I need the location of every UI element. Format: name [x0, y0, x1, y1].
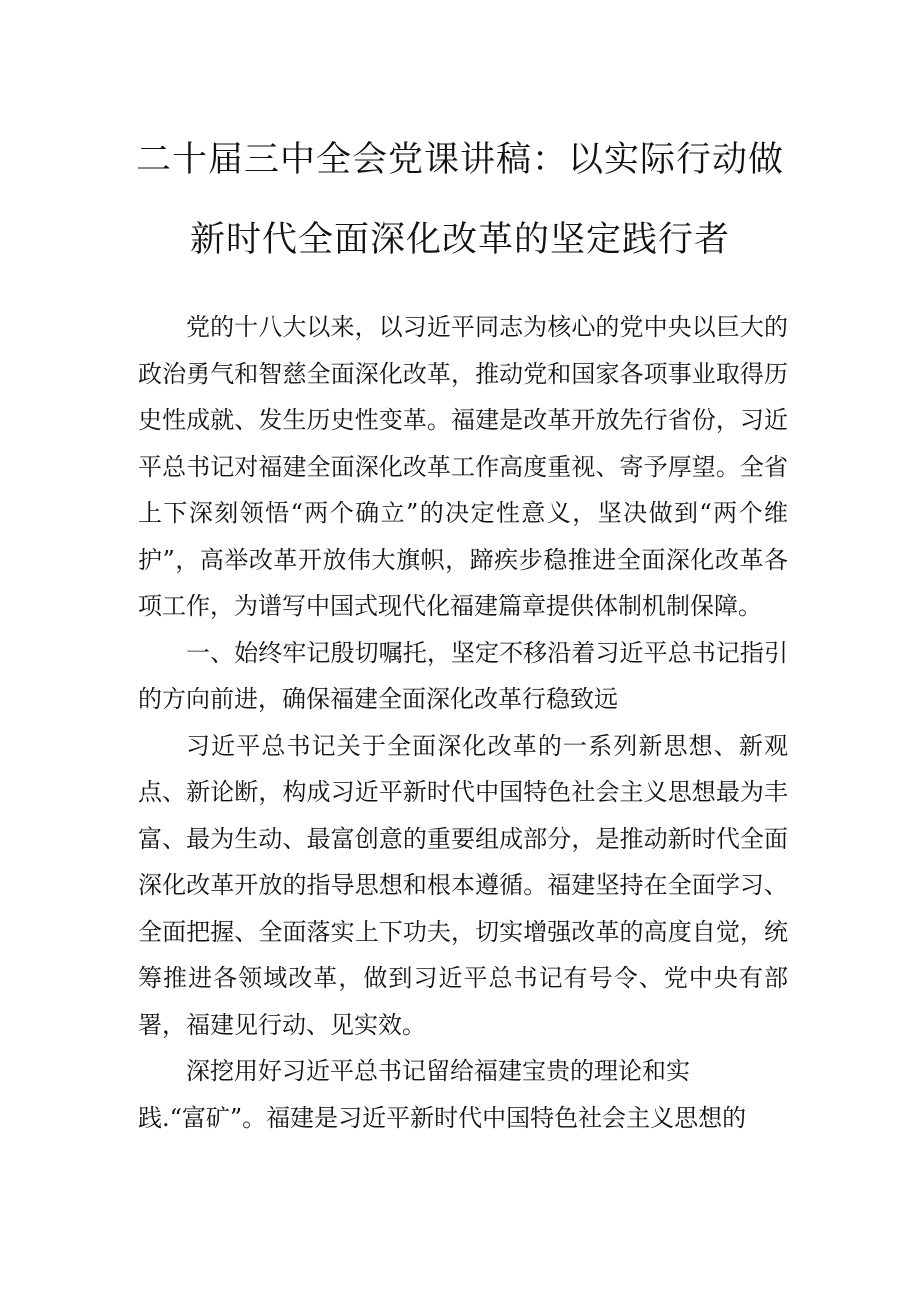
- paragraph-reform-thought: 习近平总书记关于全面深化改革的一系列新思想、新观点、新论断，构成习近平新时代中国特色社会主义思想最为丰富、最为生动、最富创意的重要组成部分，是推动新时代全面深化改革开放的指导思想和根本遵循。福建坚持在全面学习、全面把握、全面落实上下功夫，切实增强改革的高度自觉，统筹推进各领域改革，做到习近平总书记有号令、党中央有部署，福建见行动、见实效。: [138, 731, 788, 1039]
- paragraph-line: 践.“富矿”。福建是习近平新时代中国特色社会主义思想的: [138, 1103, 747, 1132]
- document-title-line-2: 新时代全面深化改革的坚定践行者: [189, 220, 730, 260]
- document-title-line-1: 二十届三中全会党课讲稿：以实际行动做: [135, 140, 784, 180]
- paragraph-theory-practice: [138, 1048, 788, 1141]
- paragraph-line: 深挖用好习近平总书记留给福建宝贵的理论和实: [186, 1057, 690, 1085]
- section-heading-1: 一、始终牢记殷切嘱托，坚定不移沿着习近平总书记指引的方向前进，确保福建全面深化改革行稳致远: [138, 638, 788, 713]
- paragraph-intro: 党的十八大以来，以习近平同志为核心的党中央以巨大的政治勇气和智慈全面深化改革，推动党和国家各项事业取得历史性成就、发生历史性变革。福建是改革开放先行省份，习近平总书记对福建全面深化改革工作高度重视、寄予厚望。全省上下深刻领悟“两个确立”的决定性意义，坚决做到“两个维护”，高举改革开放伟大旗帜，蹄疾步稳推进全面深化改革各项工作，为谱写中国式现代化福建篇章提供体制机制保障。: [138, 313, 788, 620]
- document-body: [138, 304, 788, 1141]
